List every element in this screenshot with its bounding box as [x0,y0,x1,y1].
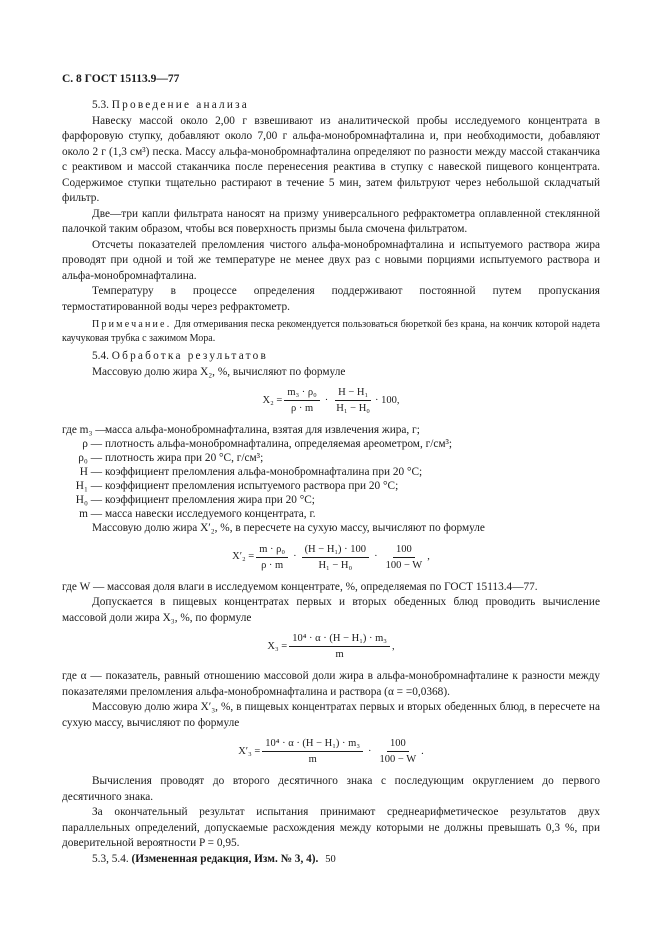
section-53-heading [62,98,600,114]
fraction [377,737,420,766]
denominator: ρ · m [261,559,284,571]
formula-x3 [62,632,600,661]
definition-symbol: где m₃ — [62,424,107,436]
w-definition: где W — массовая доля влаги в исследуемом концентрате, %, определяемая по ГОСТ 15113.4—77. [62,580,538,593]
section-54-heading [62,349,600,365]
formula-tail: , [427,551,430,563]
formula-x3-dry: X′₃ = $\frac{\text{10⁴ · α · (H − H₁) · m₃}}{m}$ · $\frac{100}{100 - W}$ . [238,738,424,765]
amendment-ref: 5.3, 5.4. [92,852,129,865]
definition-text: масса навески исследуемого концентрата, г. [105,508,316,520]
definition-symbol: H₀ — [75,494,102,506]
note [62,318,600,345]
section-title: Проведение анализа [111,99,249,111]
fraction [383,543,426,572]
formula-tail: , [391,640,395,652]
denominator: ρ · m [290,403,314,414]
definition-row [62,479,600,493]
paragraph: Две—три капли фильтрата наносят на призму универсального рефрактометра оплавленной стеклянной палочкой таким образом, чтобы вся поверхность призмы была смочена фильтратом. [62,207,600,235]
section-number: 5.3. [92,99,109,111]
numerator: m · ρ₀ [256,543,288,558]
paragraph: Температуру в процессе определения поддерживают постоянной путем пропускания термостатированной воды через рефрактометр. [62,285,600,313]
alpha-definition: где α — показатель, равный отношению массовой доли жира в альфа-монобромнафталине к разности между показателями преломления альфа-монобромнафталина и раствора (α = =0,0368). [62,670,600,698]
paragraph: Навеску массой около 2,00 г взвешивают из аналитической пробы исследуемого концентрата в фарфоровую ступку, добавляют около 7,00 г альфа-монобромнафталина и, при необходимости, добавляют около 2 г (1,3 см³) песка. Массу альфа-монобромнафталина определяют по разности между массой стаканчика с реактивом и массой стаканчика после перенесения реактива в ступку с навеской пищевого концентрата. Содержимое ступки тщательно растирают в течение 5 мин, затем фильтруют через небольшой складчатый фильтр. [62,114,600,204]
amendment-text: (Измененная редакция, Изм. № 3, 4). [131,852,319,865]
definition-row [62,437,600,451]
numerator: 10⁴ · α · (H − H₁) · m₃ [289,632,390,647]
page-number: 50 [325,854,336,865]
definition-text: плотность жира при 20 °С, г/см³; [105,452,264,464]
denominator: H₁ − H₀ [318,559,353,571]
paragraph: Массовую долю жира X′₂, %, в пересчете на сухую массу, вычисляют по формуле [92,522,485,534]
fraction [256,543,288,572]
numerator: (H − H₁) · 100 [302,543,370,558]
formula-lhs: X′₂ = [232,551,255,563]
formula-lhs: X₃ = [267,640,288,652]
definition-symbol: H — [79,466,102,478]
note-label: Примечание. [92,319,172,330]
definition-text: коэффициент преломления испытуемого раствора при 20 °С; [105,480,399,492]
formula-x2-dry: X′₂ = $\frac{\text{m · ρ₀}}{\rho \cdot m}$ · $\frac{\text{(H − H₁) · 100}}{\text{H₁ − H₀}}$ · $\frac{100}{100 - W}$ , [232,543,430,571]
definition-row [62,423,600,437]
denominator: m [335,649,344,660]
fraction [302,543,370,572]
definition-text: плотность альфа-монобромнафталина, определяемая ареометром, г/см³; [105,438,453,450]
definition-row [62,451,600,465]
numerator: H − H₁ [335,386,371,401]
definition-symbol: m — [79,508,102,520]
denominator: 100 − W [379,754,417,765]
definition-row [62,493,600,507]
paragraph: Отсчеты показателей преломления чистого альфа-монобромнафталина и испытуемого раствора жира проводят при одной и той же температуре не менее двух раз с новыми порциями испытуемого раствора и альфа-монобромнафталина. [62,238,600,282]
variable-definitions [62,423,600,521]
definition-row [62,507,600,521]
paragraph: Допускается в пищевых концентратах первых и вторых обеденных блюд проводить вычисление массовой доли жира X₃, %, по формуле [62,596,600,624]
formula-x2: X₂ = $\frac{\text{m₃ · ρ₀}}{\rho \cdot m}$ · $\frac{\text{H − H₁}}{\text{H₁ − H₀}}$ · 100, [262,387,400,414]
note-text: Для отмеривания песка рекомендуется пользоваться бюреткой без крана, на кончик которой надета каучуковая трубка с зажимом Мора. [62,319,600,344]
fraction [333,386,373,415]
formula-lhs: X′₃ = [238,745,261,757]
paragraph: За окончательный результат испытания принимают среднеарифметическое результатов двух параллельных определений, допускаемые расхождения между которыми не должны превышать 0,3 %, при доверительной вероятности P = 0,95. [62,806,600,849]
fraction [262,737,363,766]
fraction [289,632,390,661]
numerator: 10⁴ · α · (H − H₁) · m₃ [262,737,363,752]
formula-lhs: X₂ = [262,394,283,406]
definition-symbol: ρ — [82,438,102,450]
fraction [284,386,319,415]
definition-symbol: H₁ — [75,480,102,492]
formula-tail: · 100, [374,394,400,406]
denominator: H₁ − H₀ [336,403,370,414]
paragraph: Вычисления проводят до второго десятичного знака с последующим округлением до первого десятичного знака. [62,775,600,803]
definition-text: коэффициент преломления жира при 20 °С; [105,494,315,506]
numerator: m₃ · ρ₀ [284,386,319,401]
section-number: 5.4. [92,350,109,362]
denominator: m [308,754,317,765]
definition-text: масса альфа-монобромнафталина, взятая для извлечения жира, г; [105,424,420,436]
numerator: 100 [387,737,409,752]
definition-text: коэффициент преломления альфа-монобромнафталина при 20 °С; [105,466,423,478]
page-header: С. 8 ГОСТ 15113.9—77 [62,73,180,85]
definition-row [62,465,600,479]
page-content [62,98,600,867]
paragraph: Массовую долю жира X₂, %, вычисляют по формуле [92,365,346,378]
numerator: 100 [393,543,415,558]
section-title: Обработка результатов [111,350,268,362]
formula-tail: . [421,745,424,757]
paragraph: Массовую долю жира X′₃, %, в пищевых концентратах первых и вторых обеденных блюд, в пересчете на сухую массу, вычисляют по формуле [62,701,600,729]
definition-symbol: ρ₀ — [78,452,102,464]
denominator: 100 − W [385,559,423,571]
